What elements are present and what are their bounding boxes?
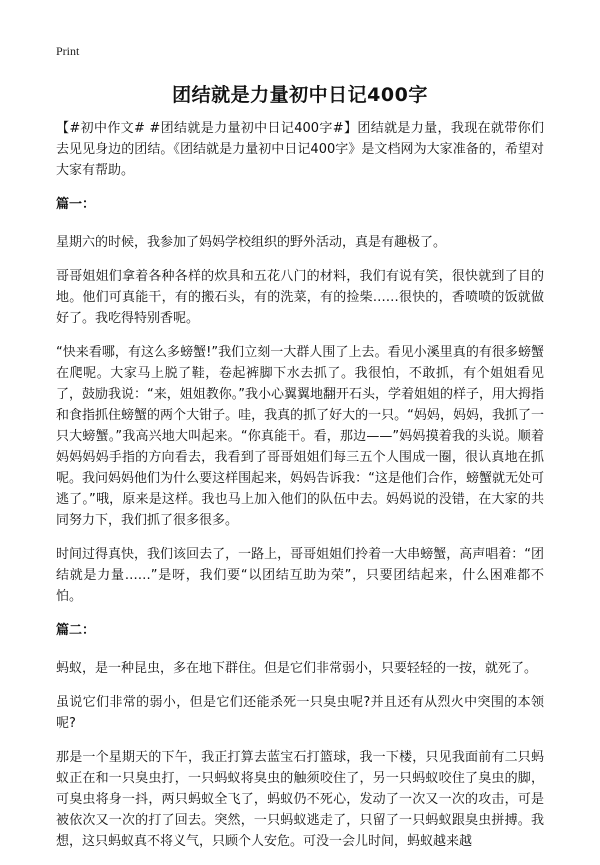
- section1-paragraph: 星期六的时候，我参加了妈妈学校组织的野外活动，真是有趣极了。: [56, 235, 447, 250]
- section1-paragraph: “快来看哪，有这么多螃蟹!”我们立刻一大群人围了上去。看见小溪里真的有很多螃蟹在爬呢。大家马上脱了鞋，卷起裤脚下水去抓了。我很怕，不敢抓，有个姐姐看见了，鼓励我说：“来，姐姐教你。”我小心翼翼地翻开石头，学着姐姐的样子，用大拇指和食指抓住螃蟹的两个大钳子。哇，我真的抓了好大的一只。“妈妈，妈妈，我抓了一只大螃蟹。”我高兴地大叫起来。“你真能干。看，那边——”妈妈摸着我的头说。顺着妈妈妈妈手指的方向看去，我看到了哥哥姐姐们每三五个人围成一圈，很认真地在抓呢。我问妈妈他们为什么要这样围起来，妈妈告诉我：“这是他们合作，螃蟹就无处可逃了。”哦，原来是这样。我也马上加入他们的队伍中去。妈妈说的没错，在大家的共同努力下，我们抓了很多很多。: [56, 345, 544, 528]
- page-title: 团结就是力量初中日记400字: [172, 84, 428, 106]
- section1-paragraph: 时间过得真快，我们该回去了，一路上，哥哥姐姐们拎着一大串螃蟹，高声唱着：“团结就是力量……”是呀，我们要“以团结互助为荣”，只要团结起来，什么困难都不怕。: [56, 547, 544, 604]
- section2-paragraph: 蚂蚁，是一种昆虫，多在地下群住。但是它们非常弱小，只要轻轻的一按，就死了。: [56, 661, 538, 676]
- section-heading-1: 篇一：: [56, 197, 96, 212]
- section1-paragraph: 哥哥姐姐们拿着各种各样的炊具和五花八门的材料，我们有说有笑，很快就到了目的地。他们可真能干，有的搬石头，有的洗菜，有的捡柴……很快的，香喷喷的饭就做好了。我吃得特别香呢。: [56, 269, 544, 326]
- section-heading-2: 篇二：: [56, 623, 96, 638]
- print-label: Print: [56, 44, 80, 58]
- intro-paragraph: 【#初中作文# #团结就是力量初中日记400字#】团结就是力量，我现在就带你们去见见身边的团结。《团结就是力量初中日记400字》是文档网为大家准备的，希望对大家有帮助。: [56, 121, 544, 178]
- section2-paragraph: 虽说它们非常的弱小，但是它们还能杀死一只臭虫呢?并且还有从烈火中突围的本领呢?: [56, 695, 544, 731]
- section2-paragraph: 那是一个星期天的下午，我正打算去蓝宝石打篮球，我一下楼，只见我面前有二只蚂蚁正在和一只臭虫打，一只蚂蚁将臭虫的触须咬住了，另一只蚂蚁咬住了臭虫的脚，可臭虫将身一抖，两只蚂蚁全飞了，蚂蚁仍不死心，发动了一次又一次的攻击，可是被依次又一次的打了回去。突然，一只蚂蚁逃走了，只留了一只蚂蚁跟臭虫拼搏。我想，这只蚂蚁真不将义气，只顾个人安危。可没一会儿时间，蚂蚁越来越: [56, 750, 544, 849]
- document-body: [56, 118, 544, 865]
